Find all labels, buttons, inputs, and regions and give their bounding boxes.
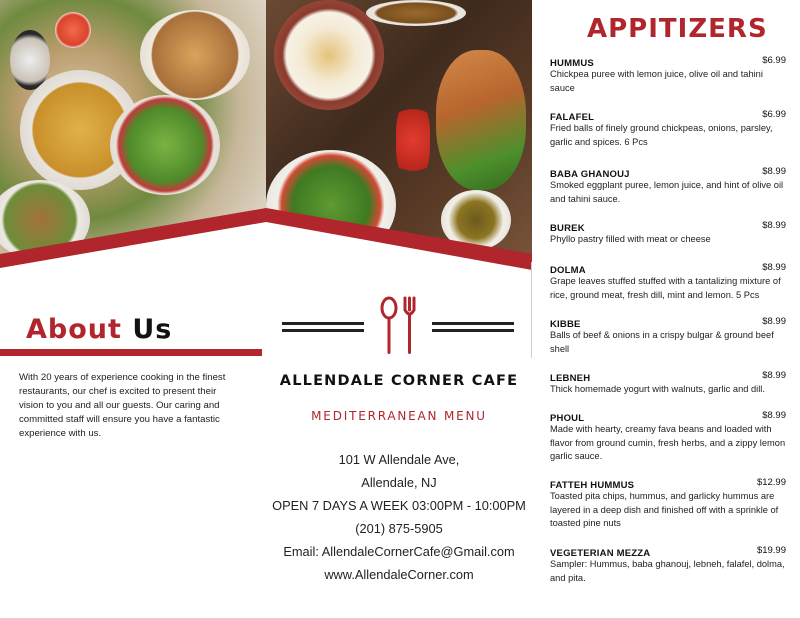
menu-item — [550, 108, 786, 165]
pita-bread-image — [140, 10, 250, 100]
menu-item-price: $12.99 — [756, 477, 786, 488]
menu-item-name: KIBBE — [550, 319, 581, 330]
menu-item — [550, 544, 786, 588]
about-heading — [26, 314, 172, 345]
website-url: www.AllendaleCorner.com — [324, 567, 474, 582]
menu-item-name: BABA GHANOUJ — [550, 169, 630, 180]
menu-item-description: Thick homemade yogurt with walnuts, garlic and dill. — [550, 384, 765, 394]
menu-item-name: PHOUL — [550, 413, 585, 424]
menu-item-description: Grape leaves stuffed stuffed with a tantalizing mixture of rice, ground meat, fresh dill, mint and lemon. 5 Pcs — [550, 276, 781, 300]
menu-item-price: $8.99 — [762, 316, 786, 327]
appetizer-list — [550, 54, 786, 588]
menu-item-price: $19.99 — [756, 545, 786, 556]
menu-item-description: Chickpea puree with lemon juice, olive oil and tahini sauce — [550, 69, 763, 93]
menu-item-price: $8.99 — [762, 166, 786, 177]
address-line2: Allendale, NJ — [361, 475, 437, 490]
opening-hours: OPEN 7 DAYS A WEEK 03:00PM - 10:00PM — [272, 498, 526, 513]
appetizers-heading: APPITIZERS — [587, 14, 768, 44]
about-underline — [0, 349, 262, 356]
menu-item — [550, 315, 786, 369]
roof-divider — [0, 200, 532, 280]
about-heading-word1: About — [26, 314, 122, 345]
menu-item-price: $8.99 — [762, 370, 786, 381]
menu-item — [550, 369, 786, 409]
menu-item — [550, 261, 786, 315]
menu-item-price: $6.99 — [762, 55, 786, 66]
menu-item — [550, 409, 786, 476]
menu-item-description: Smoked eggplant puree, lemon juice, and hint of olive oil and tahini sauce. — [550, 180, 784, 204]
menu-item-name: LEBNEH — [550, 373, 591, 384]
menu-item-price: $8.99 — [762, 220, 786, 231]
menu-item-price: $8.99 — [762, 410, 786, 421]
address-line1: 101 W Allendale Ave, — [338, 452, 460, 467]
tomatoes-image — [396, 100, 430, 180]
menu-item-name: BUREK — [550, 223, 585, 234]
hummus-bowl-image — [274, 0, 384, 110]
menu-item — [550, 54, 786, 108]
falafel-plate-image — [366, 0, 466, 26]
menu-item-description: Balls of beef & onions in a crispy bulgar & ground beef shell — [550, 330, 774, 354]
email-address: Email: AllendaleCornerCafe@Gmail.com — [283, 544, 515, 559]
drink-glass-image — [55, 12, 91, 48]
menu-item-description: Phyllo pastry filled with meat or cheese — [550, 234, 711, 244]
menu-item-description: Fried balls of finely ground chickpeas, onions, parsley, garlic and spices. 6 Pcs — [550, 123, 773, 147]
menu-item-price: $8.99 — [762, 262, 786, 273]
menu-item-name: VEGETERIAN MEZZA — [550, 548, 651, 559]
about-text: With 20 years of experience cooking in the finest restaurants, our chef is excited to present their vision to you and all our guests. Our caring and committed staff will ensure you have a fantastic experience with us. — [19, 372, 226, 439]
cafe-name: ALLENDALE CORNER CAFE — [279, 373, 519, 389]
contact-info — [268, 448, 530, 586]
logo-line — [282, 322, 364, 325]
menu-item-description: Toasted pita chips, hummus, and garlicky hummus are layered in a deep dish and finished off with a sprinkle of toasted pine nuts — [550, 491, 779, 529]
menu-item-description: Sampler: Hummus, baba ghanouj, lebneh, falafel, dolma, and pita. — [550, 559, 785, 583]
menu-item — [550, 219, 786, 261]
cafe-logo — [282, 296, 514, 356]
menu-item-name: DOLMA — [550, 265, 586, 276]
column-divider — [531, 262, 532, 358]
menu-item — [550, 476, 786, 544]
salad-image — [110, 95, 220, 195]
fork-spoon-icon — [378, 296, 422, 356]
menu-item-name: FALAFEL — [550, 112, 595, 123]
menu-item-name: FATTEH HUMMUS — [550, 480, 635, 491]
menu-subtitle: MEDITERRANEAN MENU — [311, 409, 487, 423]
logo-line — [282, 329, 364, 332]
menu-item-description: Made with hearty, creamy fava beans and loaded with flavor from ground cumin, fresh herbs, and a zippy lemon garlic sauce. — [550, 424, 786, 462]
logo-line — [432, 329, 514, 332]
about-heading-word2: Us — [132, 314, 173, 345]
logo-line — [432, 322, 514, 325]
phone-number: (201) 875-5905 — [355, 521, 443, 536]
menu-item-name: HUMMUS — [550, 58, 594, 69]
kebab-skewers-image — [436, 50, 526, 190]
menu-item-price: $6.99 — [762, 109, 786, 120]
menu-item — [550, 165, 786, 219]
